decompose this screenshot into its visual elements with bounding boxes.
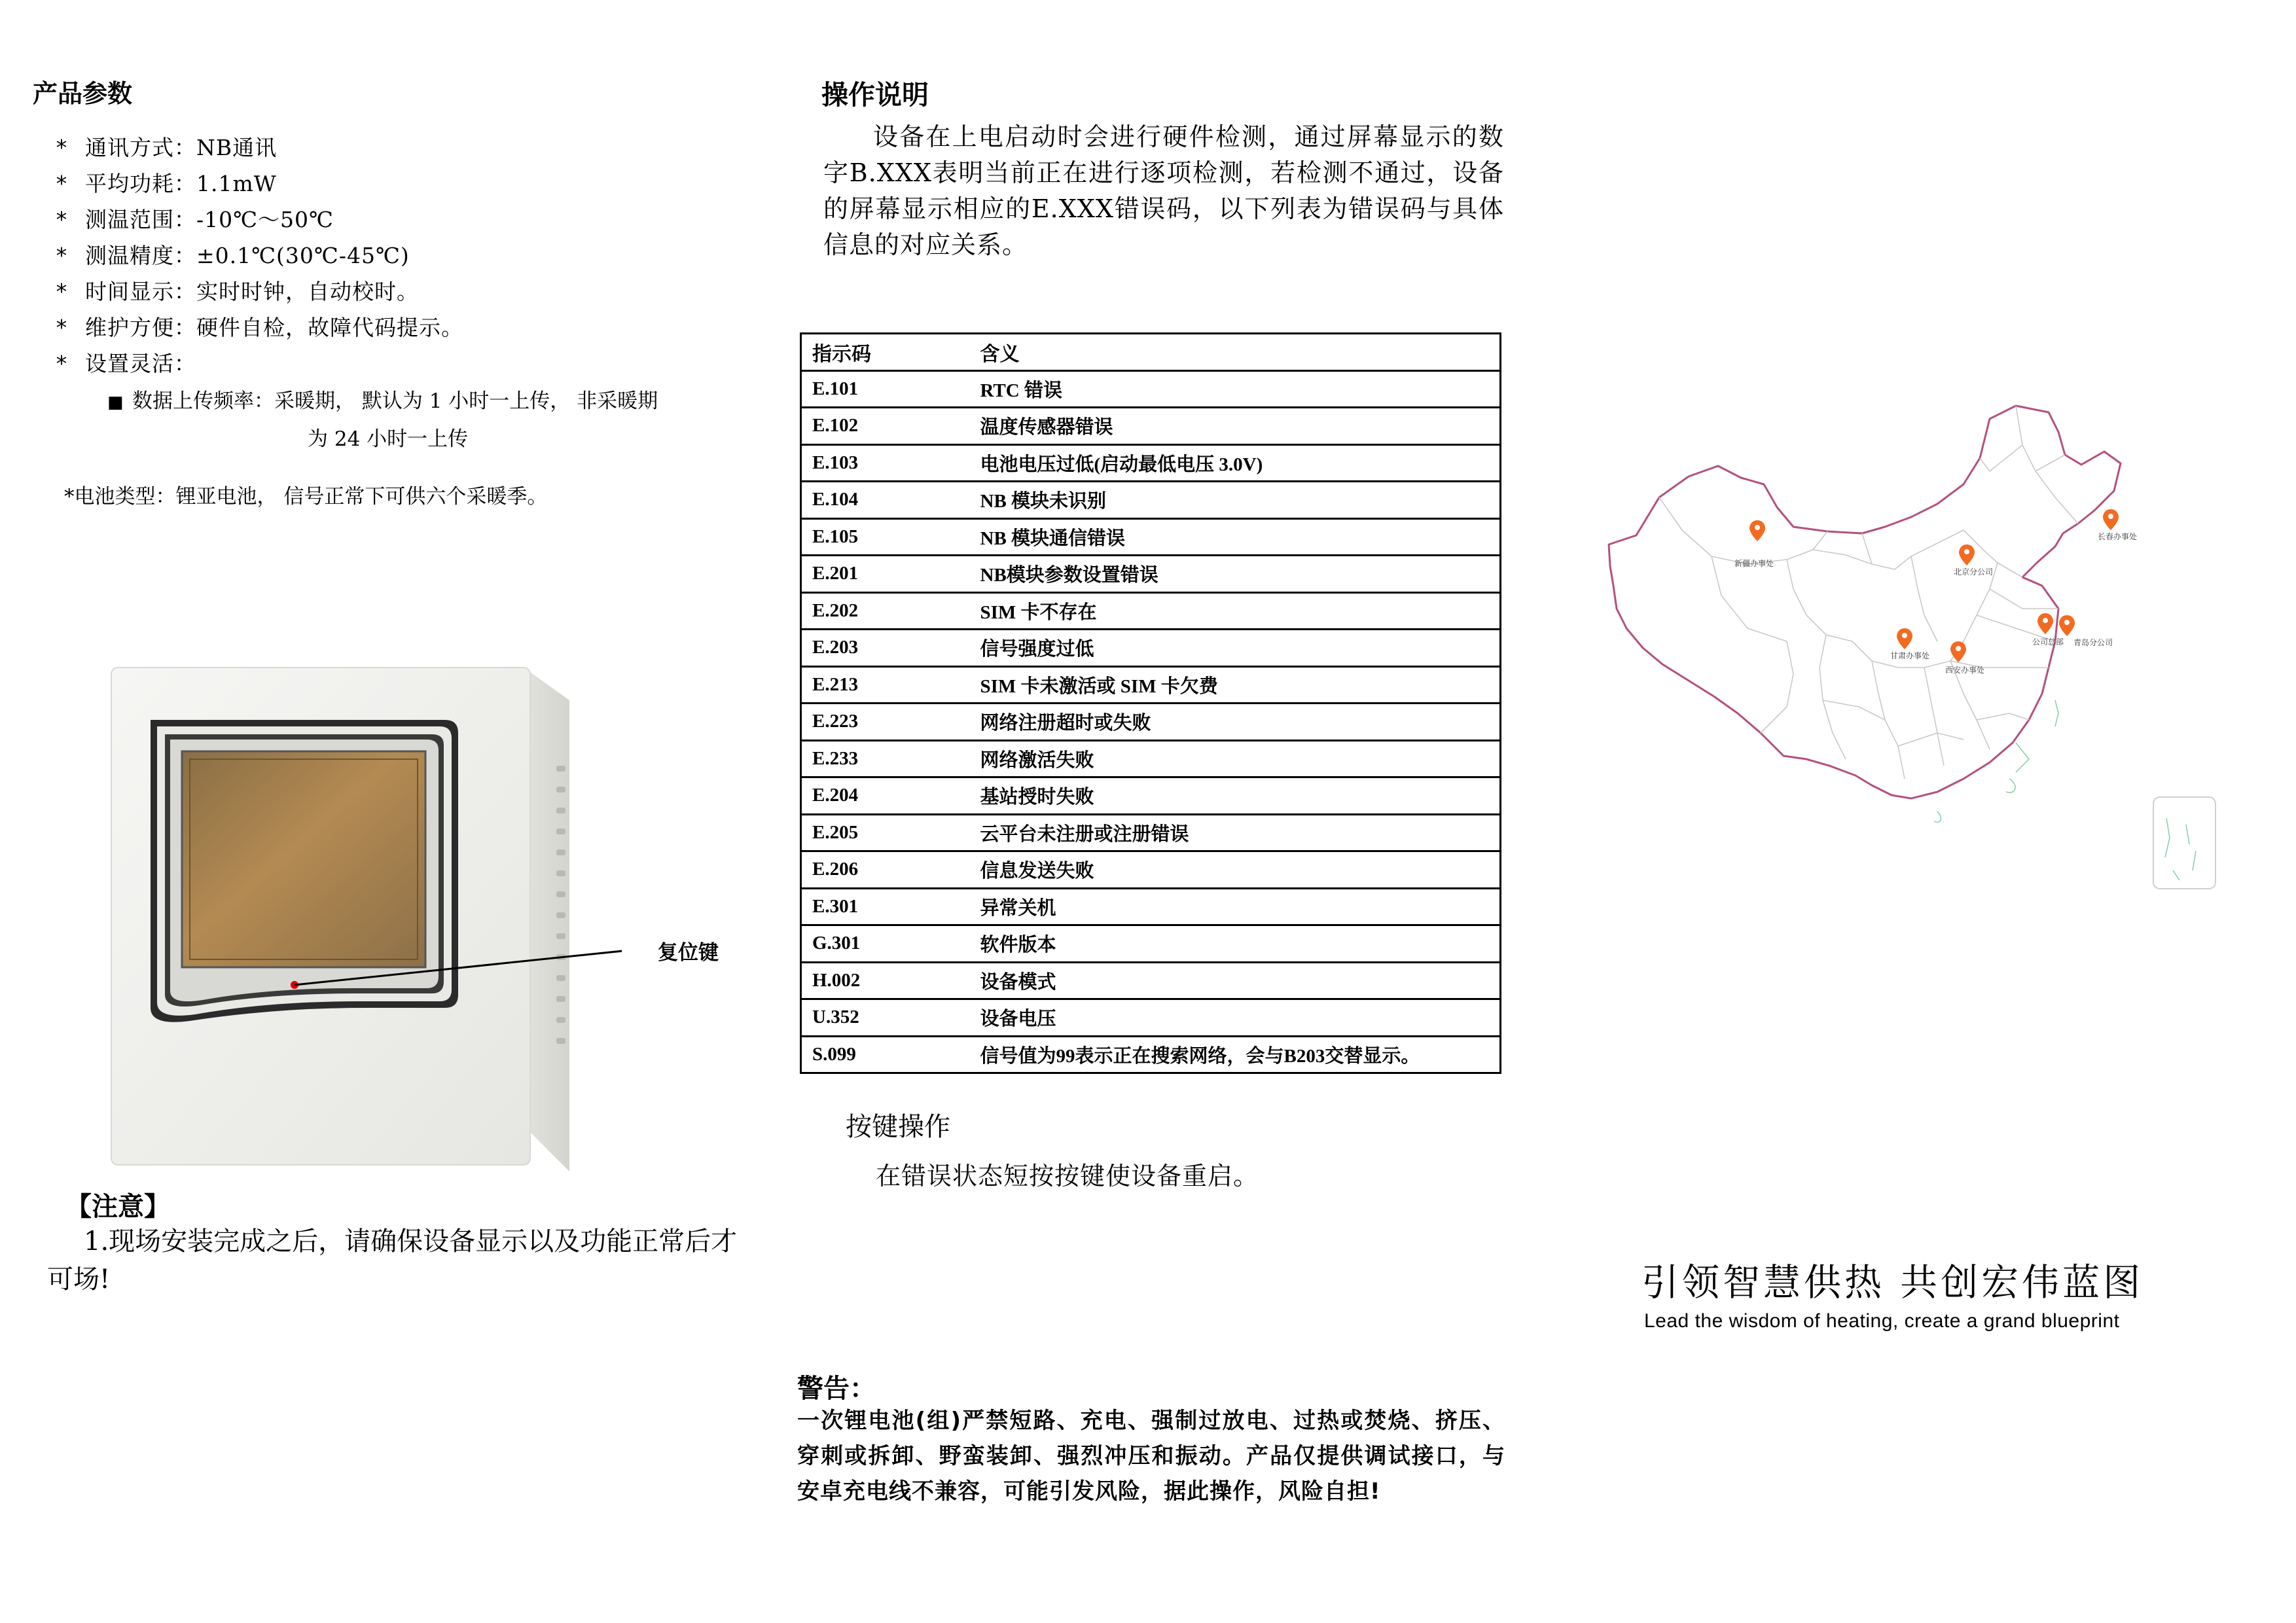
table-row [801, 814, 1501, 851]
bullet-star: * [55, 207, 69, 232]
table-row [801, 518, 1501, 556]
error-meaning: NB 模块通信错误 [970, 518, 1501, 556]
table-row [801, 408, 1501, 445]
error-meaning: 信息发送失败 [970, 851, 1501, 889]
table-row [801, 962, 1501, 999]
error-meaning: 异常关机 [970, 888, 1501, 925]
error-code: U.352 [801, 999, 970, 1037]
error-code-table [800, 332, 1501, 1074]
table-row [801, 925, 1501, 963]
error-code: E.102 [801, 408, 970, 445]
error-code: E.233 [801, 740, 970, 777]
error-meaning: 设备模式 [970, 962, 1501, 999]
error-code: E.205 [801, 814, 970, 851]
warning-body: 一次锂电池(组)严禁短路、充电、强制过放电、过热或焚烧、挤压、穿刺或拆卸、野蛮装卸、强烈冲压和振动。产品仅提供调试接口，与安卓充电线不兼容，可能引发风险，据此操作，风险自担! [797, 1408, 1505, 1505]
map-pin-icon [2037, 613, 2053, 634]
marker-label: 青岛分公司 [2073, 638, 2113, 647]
button-op-body: 在错误状态短按按键使设备重启。 [876, 1162, 1259, 1190]
square-bullet-icon: ■ [107, 393, 124, 412]
error-code: E.204 [801, 777, 970, 815]
table-row [801, 704, 1501, 741]
operation-heading: 操作说明 [821, 79, 929, 111]
operation-body: 设备在上电启动时会进行硬件检测，通过屏幕显示的数字B.XXX表明当前正在进行逐项检测，若检测不通过，设备的屏幕显示相应的E.XXX错误码，以下列表为错误码与具体信息的对应关系。 [823, 122, 1504, 259]
error-code: S.099 [801, 1036, 970, 1073]
lcd-screen [182, 751, 425, 967]
bullet-star: * [55, 315, 69, 340]
error-code: E.105 [801, 518, 970, 556]
error-meaning: 电池电压过低(启动最低电压 3.0V) [970, 444, 1501, 482]
bullet-star: * [55, 351, 69, 376]
table-row [801, 777, 1501, 815]
param-text: 平均功耗：1.1mW [85, 171, 277, 196]
error-meaning: 温度传感器错误 [970, 408, 1501, 445]
table-row [801, 666, 1501, 704]
column-header-code: 指示码 [801, 334, 970, 371]
error-meaning: SIM 卡不存在 [970, 592, 1501, 630]
error-code: H.002 [801, 962, 970, 999]
error-meaning: 网络激活失败 [970, 740, 1501, 777]
error-code: E.101 [801, 370, 970, 408]
south-sea-inset [2153, 797, 2215, 889]
param-text: 设置灵活： [85, 351, 196, 376]
error-meaning: 云平台未注册或注册错误 [970, 814, 1501, 851]
table-row [801, 999, 1501, 1037]
map-pin-icon [2103, 509, 2119, 530]
param-item [55, 310, 808, 346]
table-row [801, 888, 1501, 925]
map-pin-icon [1897, 628, 1912, 649]
upload-frequency-item [107, 382, 762, 421]
map-pin-icon [1959, 544, 1975, 565]
error-code: E.104 [801, 482, 970, 519]
marker-label: 公司总部 [2032, 637, 2064, 647]
param-text: 测温范围：-10℃～50℃ [85, 207, 334, 232]
param-text: 测温精度：±0.1℃(30℃-45℃) [85, 243, 410, 268]
table-row [801, 630, 1501, 667]
country-border [1609, 406, 2121, 798]
error-meaning: RTC 错误 [970, 370, 1501, 408]
column-header-meaning: 含义 [970, 334, 1501, 371]
error-code: E.206 [801, 851, 970, 889]
error-code: E.223 [801, 704, 970, 741]
error-code: E.203 [801, 630, 970, 667]
error-code: E.213 [801, 666, 970, 704]
error-code: E.103 [801, 444, 970, 482]
button-op-heading: 按键操作 [846, 1112, 950, 1142]
param-item [55, 166, 808, 202]
map-pin-icon [1749, 520, 1765, 541]
bullet-star: * [55, 135, 69, 160]
notice-heading: 【注意】 [65, 1191, 170, 1222]
error-meaning: 信号值为99表示正在搜索网络，会与B203交替显示。 [970, 1036, 1501, 1073]
marker-label: 北京分公司 [1954, 567, 1994, 577]
coastline-islands [1934, 700, 2058, 822]
notice-body: 1.现场安装完成之后，请确保设备显示以及功能正常后才可场! [47, 1226, 738, 1294]
error-code: E.301 [801, 888, 970, 925]
slogan-english: Lead the wisdom of heating, create a grand blueprint [1644, 1310, 2120, 1332]
marker-label: 新疆办事处 [1734, 559, 1774, 568]
map-pin-icon [1950, 641, 1966, 662]
error-meaning: 信号强度过低 [970, 630, 1501, 667]
error-meaning: NB模块参数设置错误 [970, 556, 1501, 593]
slogan-chinese: 引领智慧供热 共创宏伟蓝图 [1641, 1261, 2144, 1304]
battery-note: *电池类型：锂亚电池， 信号正常下可供六个采暖季。 [64, 485, 548, 508]
param-item [55, 238, 808, 274]
param-item [55, 202, 808, 238]
upload-frequency-text-cont: 为 24 小时一上传 [308, 427, 469, 451]
device-illustration [105, 654, 622, 1178]
params-heading: 产品参数 [33, 79, 133, 108]
reset-button-label: 复位键 [658, 941, 719, 965]
warning-heading: 警告： [797, 1374, 876, 1404]
table-row [801, 592, 1501, 630]
param-text: 时间显示：实时时钟，自动校时。 [85, 279, 419, 304]
param-item [55, 130, 808, 166]
bullet-star: * [55, 243, 69, 268]
error-meaning: SIM 卡未激活或 SIM 卡欠费 [970, 666, 1501, 704]
table-row [801, 482, 1501, 519]
error-code: G.301 [801, 925, 970, 963]
error-meaning: 设备电压 [970, 999, 1501, 1037]
province-borders [1659, 406, 2078, 779]
error-meaning: 软件版本 [970, 925, 1501, 963]
marker-label: 甘肃办事处 [1890, 651, 1930, 660]
table-row [801, 370, 1501, 408]
bullet-star: * [55, 279, 69, 304]
table-header-row [801, 334, 1501, 371]
error-meaning: 网络注册超时或失败 [970, 704, 1501, 741]
bullet-star: * [55, 171, 69, 196]
table-row [801, 740, 1501, 777]
param-text: 通讯方式：NB通讯 [85, 135, 278, 160]
map-pin-icon [2059, 615, 2075, 636]
marker-label: 长春办事处 [2098, 532, 2138, 541]
table-row [801, 1036, 1501, 1073]
marker-label: 西安办事处 [1945, 666, 1985, 675]
table-row [801, 444, 1501, 482]
params-list [55, 130, 808, 382]
error-meaning: 基站授时失败 [970, 777, 1501, 815]
error-code: E.201 [801, 556, 970, 593]
china-office-map [1597, 393, 2219, 916]
table-row [801, 556, 1501, 593]
error-meaning: NB 模块未识别 [970, 482, 1501, 519]
param-text: 维护方便：硬件自检，故障代码提示。 [85, 315, 463, 340]
param-item [55, 274, 808, 310]
upload-frequency-text: 数据上传频率：采暖期， 默认为 1 小时一上传， 非采暖期 [132, 389, 658, 413]
error-code: E.202 [801, 592, 970, 630]
table-row [801, 851, 1501, 889]
param-item [55, 346, 808, 382]
